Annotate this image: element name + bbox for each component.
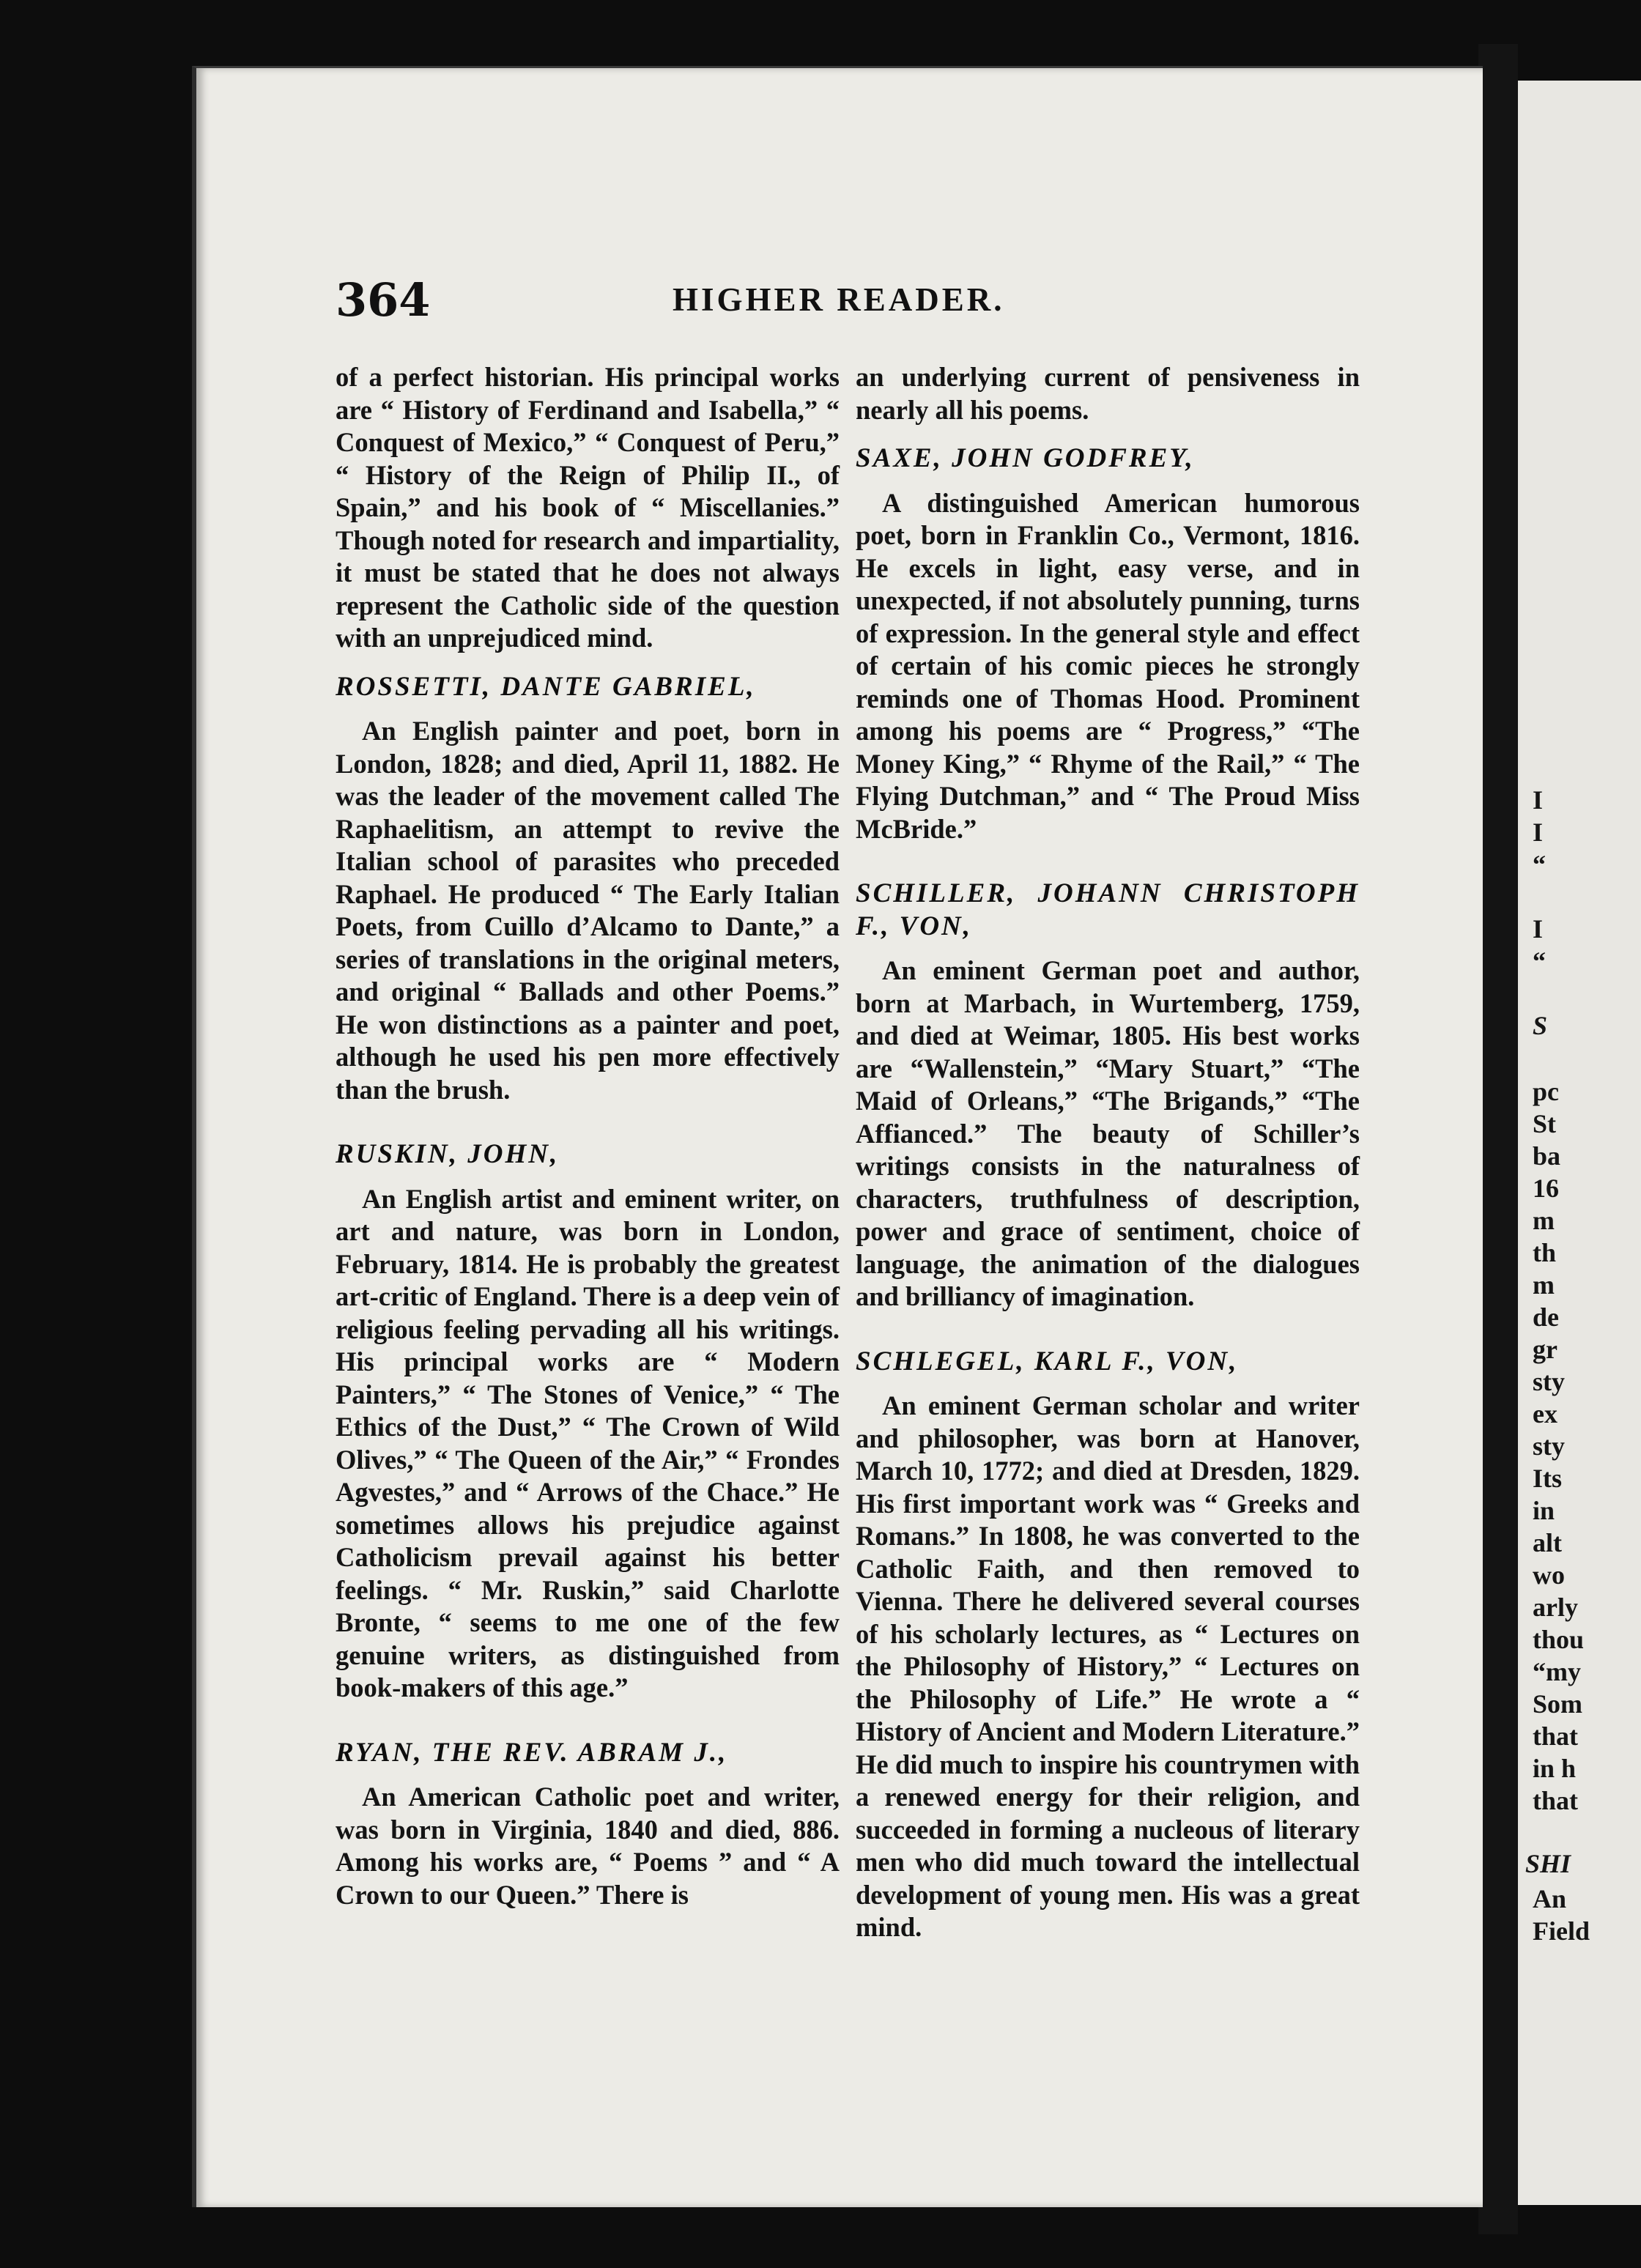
- facing-page-edge: [1518, 81, 1641, 2205]
- entry-heading: SAXE, JOHN GODFREY,: [856, 443, 1195, 473]
- entry-text: An eminent German scholar and writer and philosopher, was born at Hanover, March 10, 1772; and died at Dresden, 1829. His first important work was “ Greeks and Romans.” In 1808, he was converted to the Catholic Faith, and then removed to Vienna. There he delivered several courses of his scholarly lectures, as “ Lectures on the Philosophy of History,” “ Lectures on the Philosophy of Life.” He wrote a “ History of Ancient and Modern Literature.” He did much to inspire his countrymen with a renewed energy for their religion, and succeeded in forming a nucleous of literary men who did much toward the intellectual development of young men. His was a great mind.: [856, 1390, 1360, 1942]
- facing-page-fragment: de: [1533, 1302, 1559, 1332]
- entry-heading: SCHILLER, JOHANN CHRISTOPH F., VON,: [856, 878, 1360, 941]
- entry-ryan: [336, 1737, 840, 1912]
- facing-page-fragment: wo: [1533, 1560, 1565, 1590]
- facing-page-fragment: alt: [1533, 1528, 1562, 1557]
- facing-page-fragment: An: [1533, 1884, 1567, 1913]
- entry-heading: RYAN, THE REV. ABRAM J.,: [336, 1737, 728, 1768]
- facing-page-fragment: ba: [1533, 1141, 1561, 1171]
- facing-page-fragment: m: [1533, 1206, 1555, 1235]
- facing-page-fragment: arly: [1533, 1593, 1578, 1622]
- entry-schlegel: [856, 1346, 1360, 1944]
- entry-rossetti: [336, 671, 840, 1107]
- page-number: 364: [336, 273, 431, 327]
- book-page: [192, 66, 1483, 2207]
- facing-page-fragment: m: [1533, 1270, 1555, 1300]
- facing-page-fragment: I: [1533, 818, 1544, 847]
- facing-page-fragment: that: [1533, 1722, 1578, 1751]
- right-column: [856, 361, 1360, 1944]
- facing-page-fragment: Som: [1533, 1689, 1583, 1719]
- facing-page-fragment: gr: [1533, 1335, 1557, 1364]
- entry-text: An eminent German poet and author, born at Marbach, in Wurtemberg, 1759, and died at Weimar, 1805. His best works are “Wallenstein,” “Mary Stuart,” “The Maid of Orleans,” “The Brigands,” “The Affianced.” The beauty of Schiller’s writings consists in the naturalness of characters, truthfulness of description, power and grace of sentiment, choice of language, the animation of the dialogues and brilliancy of imagination.: [856, 955, 1360, 1311]
- facing-page-fragment: St: [1533, 1109, 1557, 1138]
- facing-page-fragment: sty: [1533, 1367, 1565, 1396]
- facing-page-fragment: SHI: [1525, 1849, 1571, 1878]
- facing-page-fragment: th: [1533, 1238, 1557, 1267]
- facing-page-fragment: in h: [1533, 1754, 1577, 1783]
- facing-page-fragment: pc: [1533, 1077, 1559, 1106]
- facing-page-fragment: that: [1533, 1786, 1578, 1815]
- entry-text: An English painter and poet, born in London, 1828; and died, April 11, 1882. He was the leader of the movement called The Raphaelitism, an attempt to revive the Italian school of parasites who preceded Raphael. He produced “ The Early Italian Poets, from Cuillo d’Alcamo to Dante,” a series of translations in the original meters, and original “ Ballads and other Poems.” He won distinctions as a painter and poet, although he used his pen more effectively than the brush.: [336, 716, 840, 1105]
- facing-page-fragment: thou: [1533, 1625, 1585, 1654]
- continued-paragraph: an underlying current of pensiveness in nearly all his poems.: [856, 362, 1360, 425]
- left-column: [336, 361, 840, 1911]
- facing-page-fragment: sty: [1533, 1431, 1565, 1461]
- continued-paragraph: of a perfect historian. His principal works are “ History of Ferdinand and Isabella,” “ Conquest of Mexico,” “ Conquest of Peru,” “ History of the Reign of Philip II., of Spain,” and his book of “ Miscellanies.” Though noted for research and impartiality, it must be stated that he does not always represent the Catholic side of the question with an unprejudiced mind.: [336, 362, 840, 653]
- entry-text: An American Catholic poet and writer, was born in Virginia, 1840 and died, 886. Among his works are, “ Poems ” and “ A Crown to our Queen.” There is: [336, 1782, 840, 1910]
- entry-saxe: [856, 442, 1360, 845]
- page-header: [336, 273, 1434, 332]
- entry-ruskin: [336, 1138, 840, 1705]
- entry-heading: RUSKIN, JOHN,: [336, 1139, 560, 1169]
- facing-page-fragment: I: [1533, 914, 1544, 944]
- facing-page-fragment: S: [1533, 1011, 1548, 1040]
- entry-text: A distinguished American humorous poet, born in Franklin Co., Vermont, 1816. He excels in light, easy verse, and in unexpected, if not absolutely punning, turns of expression. In the general style and effect of certain of his comic pieces he strongly reminds one of Thomas Hood. Prominent among his poems are “ Progress,” “The Money King,” “ Rhyme of the Rail,” “ The Flying Dutchman,” and “ The Proud Miss McBride.”: [856, 487, 1360, 844]
- facing-page-fragment: Its: [1533, 1464, 1563, 1493]
- running-head: HIGHER READER.: [673, 281, 1005, 318]
- entry-text: An English artist and eminent writer, on art and nature, was born in London, February, 1814. He is probably the greatest art-critic of England. There is a deep vein of religious feeling pervading all his writings. His principal works are “ Modern Painters,” “ The Stones of Venice,” “ The Ethics of the Dust,” “ The Crown of Wild Olives,” “ The Queen of the Air,” “ Frondes Agvestes,” and “ Arrows of the Chace.” He sometimes allows his prejudice against Catholicism prevail against his better feelings. “ Mr. Ruskin,” said Charlotte Bronte, “ seems to me one of the few genuine writers, as distinguished from book-makers of this age.”: [336, 1183, 840, 1702]
- book-gutter: [1478, 44, 1518, 2234]
- entry-heading: SCHLEGEL, KARL F., VON,: [856, 1346, 1239, 1376]
- facing-page-fragment: “my: [1533, 1657, 1581, 1686]
- facing-page-fragment: 16: [1533, 1174, 1559, 1203]
- facing-page-fragment: Field: [1533, 1916, 1590, 1946]
- facing-page-fragment: ex: [1533, 1399, 1557, 1428]
- entry-schiller: [856, 878, 1360, 1313]
- facing-page-fragment: “: [1533, 850, 1546, 879]
- facing-page-fragment: I: [1533, 785, 1544, 815]
- facing-page-fragment: “: [1533, 946, 1546, 976]
- facing-page-fragment: in: [1533, 1496, 1555, 1525]
- entry-heading: ROSSETTI, DANTE GABRIEL,: [336, 671, 756, 702]
